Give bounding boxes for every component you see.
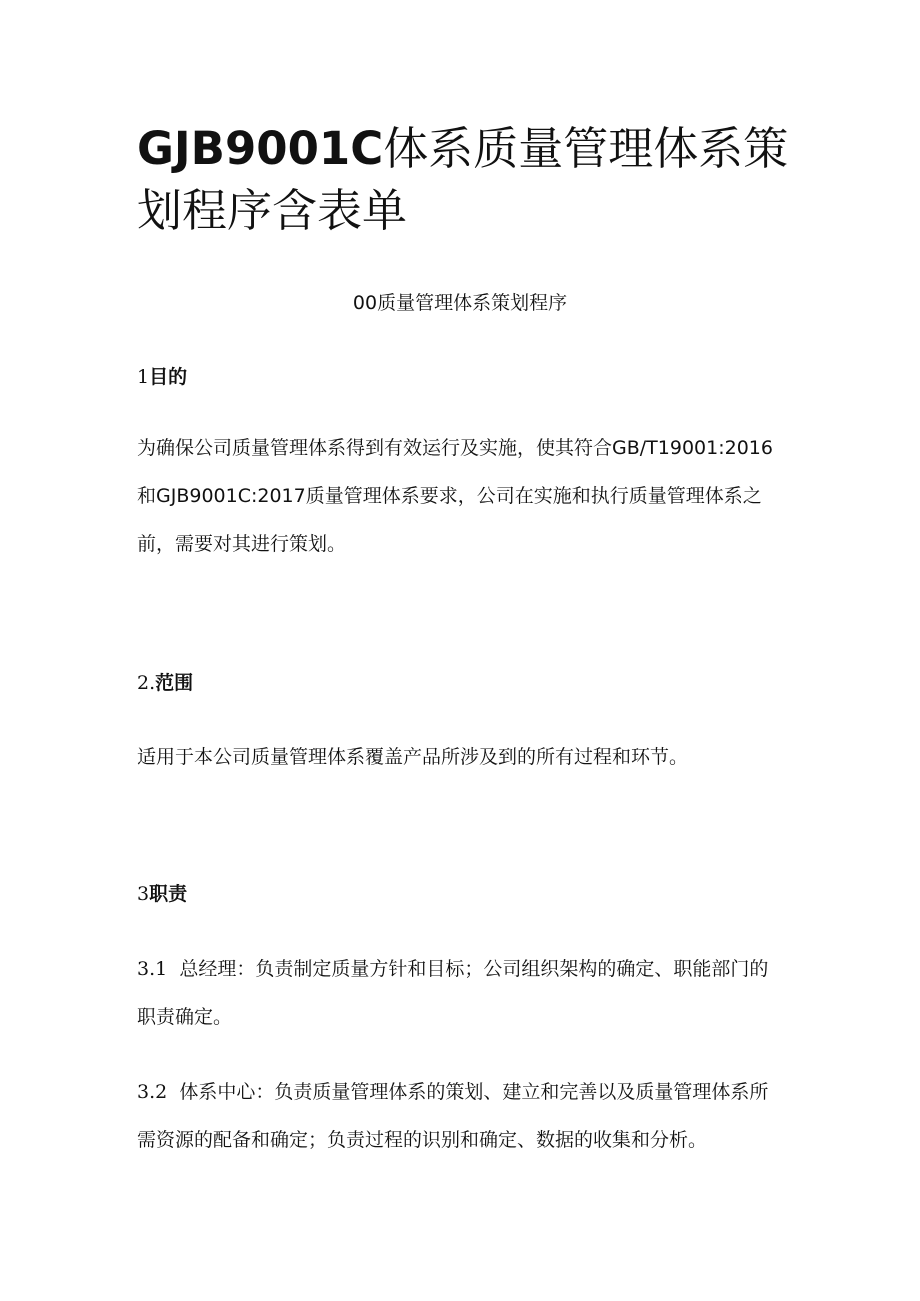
duty-item-number: 3.1 (137, 958, 168, 980)
duty-item-system-center (137, 1068, 787, 1164)
section-number: 3 (137, 883, 150, 905)
document-title (137, 118, 797, 242)
section-number: 1 (137, 366, 150, 388)
section-title: 目的 (149, 366, 188, 388)
duty-item-number: 3.2 (137, 1081, 168, 1103)
section-title: 范围 (155, 672, 194, 694)
section-title: 职责 (149, 883, 188, 905)
section-heading-purpose (137, 364, 187, 390)
duty-item-general-manager (137, 945, 787, 1041)
title-text: 体系质量管理体系策划程序含表单 (137, 122, 789, 237)
procedure-subtitle: 00质量管理体系策划程序 (352, 292, 568, 314)
duty-item-text: 总经理：负责制定质量方针和目标；公司组织架构的确定、职能部门的职责确定。 (137, 958, 769, 1028)
purpose-paragraph: 为确保公司质量管理体系得到有效运行及实施，使其符合GB/T19001:2016和GJB9001C:2017质量管理体系要求，公司在实施和执行质量管理体系之前，需要对其进行策划。 (137, 437, 773, 555)
section-heading-duties (137, 881, 187, 907)
section-number: 2. (137, 672, 156, 694)
scope-paragraph: 适用于本公司质量管理体系覆盖产品所涉及到的所有过程和环节。 (137, 746, 689, 768)
section-heading-scope (137, 670, 193, 696)
title-code: GJB9001C (137, 122, 384, 175)
duty-item-text: 体系中心：负责质量管理体系的策划、建立和完善以及质量管理体系所需资源的配备和确定；负责过程的识别和确定、数据的收集和分析。 (137, 1081, 769, 1151)
